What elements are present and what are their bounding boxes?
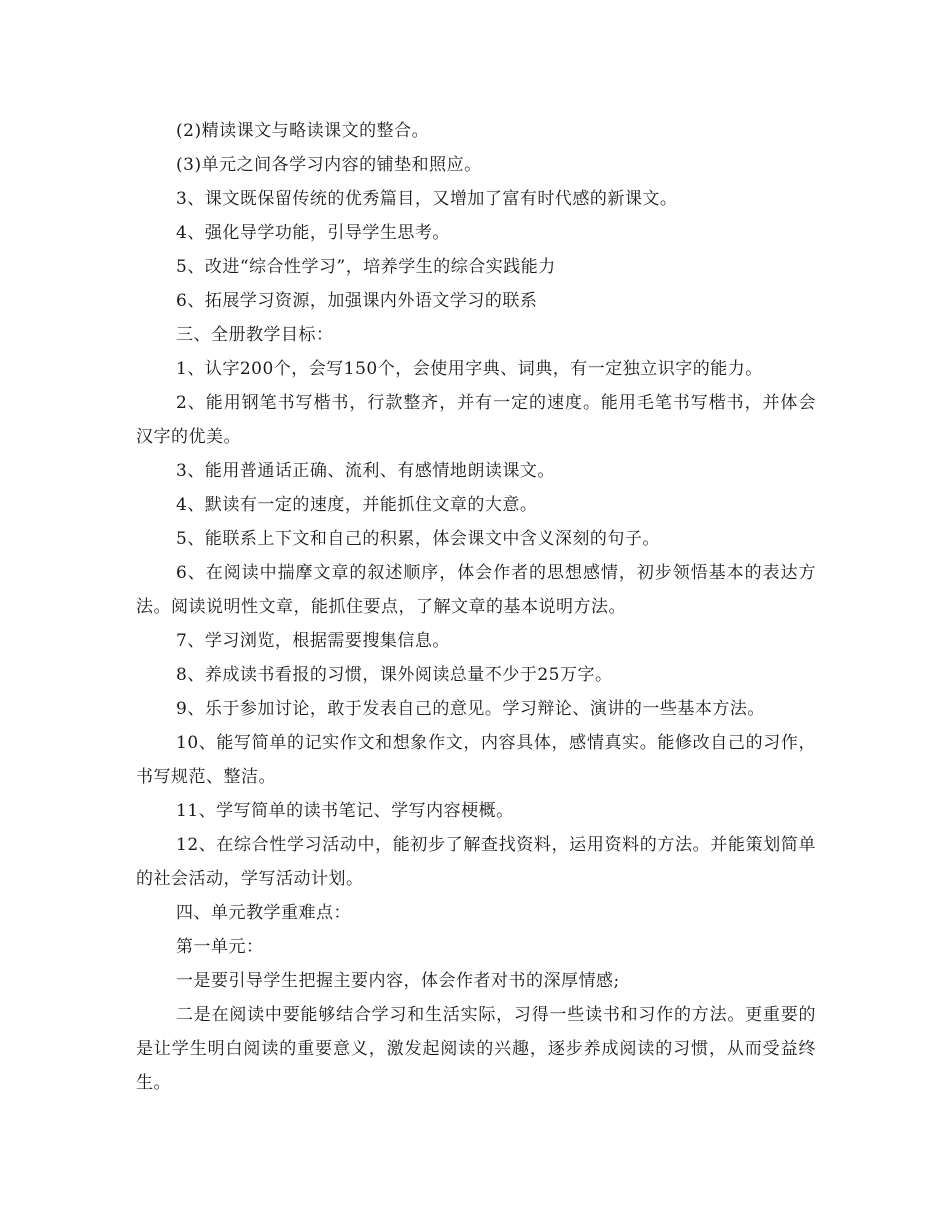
paragraph: (3)单元之间各学习内容的铺垫和照应。 <box>176 155 482 175</box>
paragraph: 二是在阅读中要能够结合学习和生活实际，习得一些读书和习作的方法。更重要的是让学生明白阅读的重要意义，激发起阅读的兴趣，逐步养成阅读的习惯，从而受益终生。 <box>136 1005 816 1093</box>
paragraph: 9、乐于参加讨论，敢于发表自己的意见。学习辩论、演讲的一些基本方法。 <box>176 699 765 719</box>
paragraph: 12、在综合性学习活动中，能初步了解查找资料，运用资料的方法。并能策划简单的社会活动，学写活动计划。 <box>136 835 816 889</box>
paragraph: 4、默读有一定的速度，并能抓住文章的大意。 <box>176 495 538 515</box>
paragraph: 8、养成读书看报的习惯，课外阅读总量不少于25万字。 <box>176 665 613 685</box>
subsection-heading: 第一单元： <box>176 937 264 957</box>
document-body <box>136 114 816 1100</box>
paragraph: 11、学写简单的读书笔记、学写内容梗概。 <box>176 801 514 821</box>
section-heading: 四、单元教学重难点： <box>176 903 351 923</box>
paragraph: 1、认字200个，会写150个，会使用字典、词典，有一定独立识字的能力。 <box>176 359 763 379</box>
paragraph: 3、能用普通话正确、流利、有感情地朗读课文。 <box>176 461 555 481</box>
paragraph: 3、课文既保留传统的优秀篇目，又增加了富有时代感的新课文。 <box>176 189 678 209</box>
paragraph: (2)精读课文与略读课文的整合。 <box>176 121 430 141</box>
paragraph: 6、在阅读中揣摩文章的叙述顺序，体会作者的思想感情，初步领悟基本的表达方法。阅读说明性文章，能抓住要点，了解文章的基本说明方法。 <box>136 563 816 617</box>
paragraph: 一是要引导学生把握主要内容，体会作者对书的深厚情感; <box>176 971 620 991</box>
paragraph: 2、能用钢笔书写楷书，行款整齐，并有一定的速度。能用毛笔书写楷书，并体会汉字的优美。 <box>136 393 816 447</box>
paragraph: 4、强化导学功能，引导学生思考。 <box>176 223 450 243</box>
paragraph: 10、能写简单的记实作文和想象作文，内容具体，感情真实。能修改自己的习作，书写规范、整洁。 <box>136 733 816 787</box>
paragraph: 7、学习浏览，根据需要搜集信息。 <box>176 631 450 651</box>
section-heading: 三、全册教学目标： <box>176 325 334 345</box>
paragraph: 6、拓展学习资源，加强课内外语文学习的联系 <box>176 291 538 311</box>
paragraph: 5、改进“综合性学习”，培养学生的综合实践能力 <box>176 257 556 277</box>
paragraph: 5、能联系上下文和自己的积累，体会课文中含义深刻的句子。 <box>176 529 660 549</box>
